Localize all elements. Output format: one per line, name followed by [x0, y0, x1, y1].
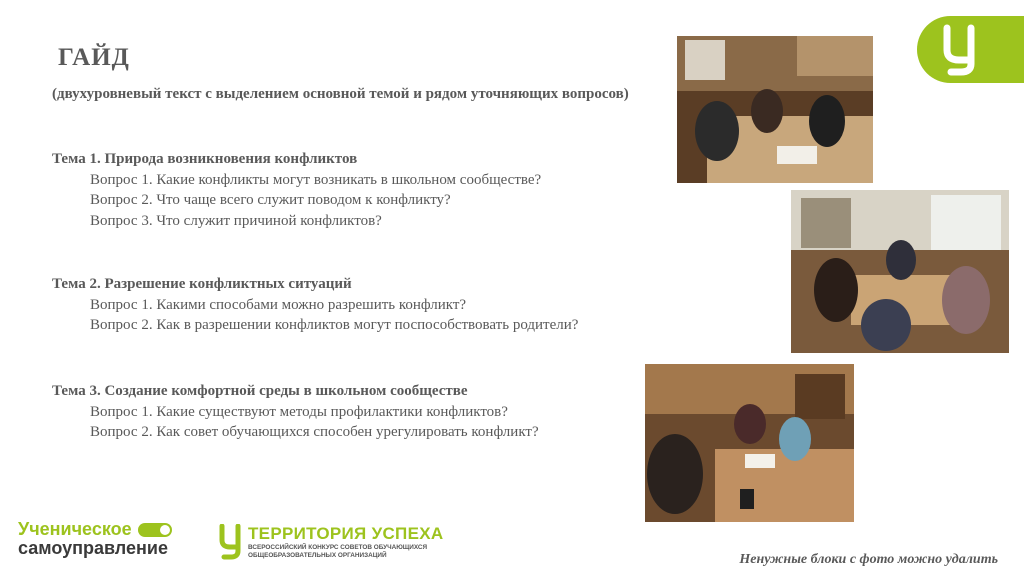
territory-tagline-2: ОБЩЕОБРАЗОВАТЕЛЬНЫХ ОРГАНИЗАЦИЙ — [248, 551, 387, 559]
territory-tagline-1: ВСЕРОССИЙСКИЙ КОНКУРС СОВЕТОВ ОБУЧАЮЩИХСЯ — [248, 544, 428, 551]
corner-logo-badge — [917, 16, 1024, 83]
topic-block-2 — [52, 274, 672, 336]
topic-title: Тема 3. Создание комфортной среды в школьном сообществе — [52, 383, 468, 399]
question-item: Вопрос 1. Какие существуют методы профилактики конфликтов? — [90, 403, 508, 420]
u-letter-logo-icon — [218, 524, 244, 560]
question-item: Вопрос 1. Какими способами можно разрешить конфликт? — [90, 296, 467, 313]
question-item: Вопрос 3. Что служит причиной конфликтов? — [90, 212, 382, 229]
question-item: Вопрос 2. Как в разрешении конфликтов могут поспособствовать родители? — [90, 317, 579, 333]
question-item: Вопрос 1. Какие конфликты могут возникать в школьном сообществе? — [90, 171, 542, 188]
question-item: Вопрос 2. Что чаще всего служит поводом к конфликту? — [90, 192, 451, 208]
u-letter-logo-icon — [941, 24, 983, 76]
photo-students-table-1 — [677, 36, 873, 183]
photo-students-table-2 — [791, 190, 1009, 353]
territory-title: ТЕРРИТОРИЯ УСПЕХА — [248, 524, 444, 543]
topic-title: Тема 2. Разрешение конфликтных ситуаций — [52, 276, 352, 292]
topic-title: Тема 1. Природа возникновения конфликтов — [52, 151, 358, 167]
toggle-icon — [138, 523, 172, 537]
question-item: Вопрос 2. Как совет обучающихся способен урегулировать конфликт? — [90, 424, 539, 440]
page-subtitle: (двухуровневый текст с выделением основной темой и рядом уточняющих вопросов) — [52, 86, 629, 102]
brand-line2: самоуправление — [18, 538, 168, 558]
brand-line1: Ученическое — [18, 519, 132, 539]
photo-students-table-3 — [645, 364, 854, 522]
topic-block-1 — [52, 149, 672, 231]
footnote: Ненужные блоки с фото можно удалить — [739, 552, 998, 567]
territory-tagline — [248, 544, 427, 559]
self-government-logo — [18, 520, 172, 558]
page-title: ГАЙД — [58, 44, 130, 71]
topic-block-3 — [52, 381, 672, 443]
